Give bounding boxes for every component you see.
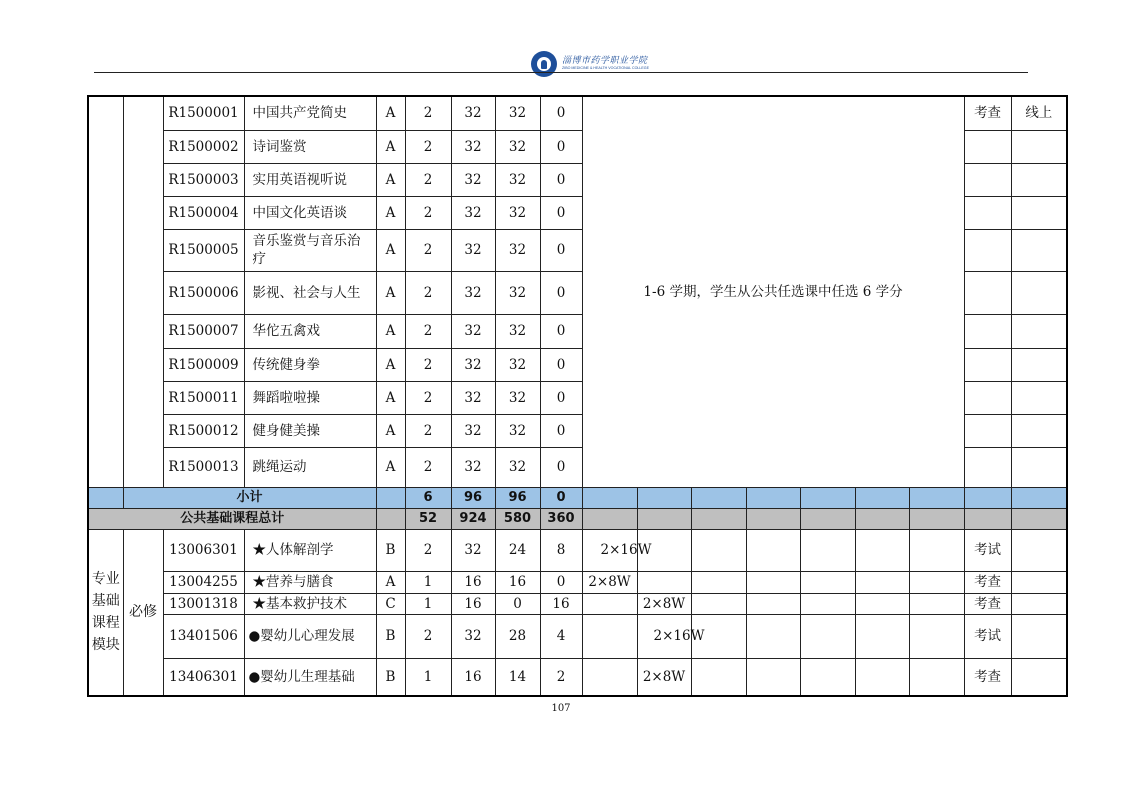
semester-3 <box>691 571 746 593</box>
course-practice: 0 <box>540 271 582 314</box>
elective-section <box>88 96 1067 487</box>
course-theory: 32 <box>495 381 540 414</box>
subtotal-row <box>88 487 1067 508</box>
semester-7 <box>909 593 964 614</box>
course-credit: 1 <box>405 658 451 696</box>
header-rule <box>94 72 1028 73</box>
course-name: 影视、社会与人生 <box>244 271 376 314</box>
course-mode: 线上 <box>1011 96 1067 130</box>
course-mode <box>1011 381 1067 414</box>
course-mode <box>1011 130 1067 163</box>
semester-5 <box>800 529 855 571</box>
curriculum-table <box>87 95 1068 697</box>
course-name: 中国共产党简史 <box>244 96 376 130</box>
course-practice: 8 <box>540 529 582 571</box>
course-theory: 14 <box>495 658 540 696</box>
course-practice: 0 <box>540 163 582 196</box>
course-theory: 0 <box>495 593 540 614</box>
empty-cell <box>582 487 637 508</box>
course-practice: 0 <box>540 130 582 163</box>
subtotal-hours: 96 <box>451 487 495 508</box>
course-mode <box>1011 529 1067 571</box>
course-credit: 2 <box>405 447 451 487</box>
semester-4 <box>746 658 800 696</box>
course-credit: 2 <box>405 381 451 414</box>
course-name: ●婴幼儿心理发展 <box>244 614 376 658</box>
course-assessment: 考试 <box>964 529 1011 571</box>
course-credit: 2 <box>405 614 451 658</box>
empty-cell <box>746 508 800 529</box>
total-credit: 52 <box>405 508 451 529</box>
course-assessment <box>964 130 1011 163</box>
course-theory: 32 <box>495 447 540 487</box>
course-hours: 16 <box>451 593 495 614</box>
course-hours: 32 <box>451 529 495 571</box>
semester-2 <box>637 571 691 593</box>
course-hours: 32 <box>451 314 495 348</box>
course-name: 音乐鉴赏与音乐治疗 <box>244 229 376 271</box>
course-practice: 0 <box>540 571 582 593</box>
semester-1 <box>582 614 637 658</box>
course-hours: 32 <box>451 130 495 163</box>
course-hours: 32 <box>451 414 495 447</box>
subtotal-label: 小计 <box>123 487 376 508</box>
course-mode <box>1011 196 1067 229</box>
empty-cell <box>691 487 746 508</box>
course-code: R1500011 <box>163 381 244 414</box>
semester-1: 2×16W <box>582 529 637 571</box>
course-code: R1500012 <box>163 414 244 447</box>
course-name: ●婴幼儿生理基础 <box>244 658 376 696</box>
course-code: R1500002 <box>163 130 244 163</box>
course-name: 健身健美操 <box>244 414 376 447</box>
course-theory: 32 <box>495 96 540 130</box>
course-credit: 2 <box>405 529 451 571</box>
empty-cell <box>855 487 909 508</box>
course-practice: 16 <box>540 593 582 614</box>
course-code: 13006301 <box>163 529 244 571</box>
category-label: 必修 <box>123 529 163 696</box>
semester-6 <box>855 571 909 593</box>
module-cell <box>88 96 123 487</box>
summary-section <box>88 487 1067 529</box>
course-type: B <box>376 614 405 658</box>
course-type: B <box>376 658 405 696</box>
semester-7 <box>909 529 964 571</box>
course-assessment: 考查 <box>964 658 1011 696</box>
course-hours: 32 <box>451 381 495 414</box>
empty-cell <box>582 508 637 529</box>
total-row <box>88 508 1067 529</box>
course-practice: 4 <box>540 614 582 658</box>
course-code: R1500005 <box>163 229 244 271</box>
empty-cell <box>1011 508 1067 529</box>
course-assessment: 考查 <box>964 593 1011 614</box>
course-hours: 32 <box>451 614 495 658</box>
course-theory: 32 <box>495 271 540 314</box>
course-type: A <box>376 271 405 314</box>
course-type: A <box>376 447 405 487</box>
empty-cell <box>637 508 691 529</box>
semester-3 <box>691 593 746 614</box>
course-type: A <box>376 348 405 381</box>
course-code: R1500006 <box>163 271 244 314</box>
semester-6 <box>855 529 909 571</box>
empty-cell <box>88 487 123 508</box>
course-credit: 2 <box>405 348 451 381</box>
empty-cell <box>909 487 964 508</box>
course-credit: 2 <box>405 314 451 348</box>
course-name: 华佗五禽戏 <box>244 314 376 348</box>
module-label: 专业基础课程模块 <box>88 529 123 696</box>
empty-cell <box>637 487 691 508</box>
course-hours: 32 <box>451 447 495 487</box>
course-practice: 2 <box>540 658 582 696</box>
course-practice: 0 <box>540 314 582 348</box>
course-assessment <box>964 414 1011 447</box>
subtotal-credit: 6 <box>405 487 451 508</box>
course-code: 13401506 <box>163 614 244 658</box>
empty-cell <box>746 487 800 508</box>
course-type: A <box>376 130 405 163</box>
course-name: ★人体解剖学 <box>244 529 376 571</box>
course-mode <box>1011 658 1067 696</box>
category-cell <box>123 96 163 487</box>
empty-cell <box>800 508 855 529</box>
course-practice: 0 <box>540 414 582 447</box>
course-type: A <box>376 571 405 593</box>
course-hours: 32 <box>451 163 495 196</box>
semester-4 <box>746 614 800 658</box>
course-assessment <box>964 348 1011 381</box>
course-mode <box>1011 593 1067 614</box>
semester-2: 2×8W <box>637 593 691 614</box>
course-theory: 32 <box>495 196 540 229</box>
course-credit: 2 <box>405 163 451 196</box>
course-hours: 32 <box>451 196 495 229</box>
course-type: A <box>376 196 405 229</box>
table-row <box>88 593 1067 614</box>
course-hours: 32 <box>451 271 495 314</box>
course-credit: 2 <box>405 196 451 229</box>
course-name: ★基本救护技术 <box>244 593 376 614</box>
course-theory: 16 <box>495 571 540 593</box>
course-mode <box>1011 614 1067 658</box>
empty-cell <box>800 487 855 508</box>
course-credit: 2 <box>405 414 451 447</box>
course-theory: 32 <box>495 229 540 271</box>
course-assessment: 考查 <box>964 571 1011 593</box>
course-theory: 32 <box>495 163 540 196</box>
table-row <box>88 529 1067 571</box>
course-code: R1500004 <box>163 196 244 229</box>
semester-1 <box>582 658 637 696</box>
course-code: 13004255 <box>163 571 244 593</box>
semester-3 <box>691 658 746 696</box>
logo-title: 淄博市药学职业学院 <box>562 56 648 66</box>
course-mode <box>1011 414 1067 447</box>
college-logo <box>531 51 661 79</box>
empty-cell <box>691 508 746 529</box>
course-code: 13001318 <box>163 593 244 614</box>
empty-cell <box>376 487 405 508</box>
semester-6 <box>855 614 909 658</box>
empty-cell <box>855 508 909 529</box>
semester-5 <box>800 571 855 593</box>
course-theory: 24 <box>495 529 540 571</box>
course-practice: 0 <box>540 96 582 130</box>
course-mode <box>1011 229 1067 271</box>
elective-note: 1-6 学期，学生从公共任选课中任选 6 学分 <box>582 96 964 487</box>
course-name: 实用英语视听说 <box>244 163 376 196</box>
course-mode <box>1011 447 1067 487</box>
semester-7 <box>909 571 964 593</box>
empty-cell <box>964 487 1011 508</box>
course-name: 舞蹈啦啦操 <box>244 381 376 414</box>
course-code: R1500009 <box>163 348 244 381</box>
course-type: A <box>376 96 405 130</box>
course-assessment <box>964 381 1011 414</box>
course-code: R1500013 <box>163 447 244 487</box>
course-practice: 0 <box>540 381 582 414</box>
course-theory: 32 <box>495 130 540 163</box>
course-type: A <box>376 414 405 447</box>
course-practice: 0 <box>540 348 582 381</box>
course-assessment <box>964 447 1011 487</box>
total-theory: 580 <box>495 508 540 529</box>
course-name: 诗词鉴赏 <box>244 130 376 163</box>
semester-5 <box>800 593 855 614</box>
semester-2: 2×16W <box>637 614 691 658</box>
subtotal-practice: 0 <box>540 487 582 508</box>
course-credit: 1 <box>405 593 451 614</box>
empty-cell <box>1011 487 1067 508</box>
course-type: B <box>376 529 405 571</box>
course-hours: 32 <box>451 348 495 381</box>
course-type: A <box>376 314 405 348</box>
course-assessment <box>964 163 1011 196</box>
course-name: 中国文化英语谈 <box>244 196 376 229</box>
course-code: R1500001 <box>163 96 244 130</box>
empty-cell <box>376 508 405 529</box>
semester-2: 2×8W <box>637 658 691 696</box>
course-type: A <box>376 381 405 414</box>
table-row <box>88 658 1067 696</box>
table-row <box>88 571 1067 593</box>
total-hours: 924 <box>451 508 495 529</box>
course-type: C <box>376 593 405 614</box>
page-number: 107 <box>551 703 571 714</box>
course-theory: 32 <box>495 314 540 348</box>
course-assessment <box>964 229 1011 271</box>
course-code: R1500007 <box>163 314 244 348</box>
course-credit: 1 <box>405 571 451 593</box>
course-practice: 0 <box>540 196 582 229</box>
course-theory: 32 <box>495 348 540 381</box>
empty-cell <box>909 508 964 529</box>
semester-4 <box>746 529 800 571</box>
semester-7 <box>909 614 964 658</box>
semester-6 <box>855 593 909 614</box>
semester-5 <box>800 614 855 658</box>
table-row <box>88 614 1067 658</box>
course-mode <box>1011 163 1067 196</box>
semester-4 <box>746 571 800 593</box>
course-practice: 0 <box>540 229 582 271</box>
course-theory: 32 <box>495 414 540 447</box>
course-assessment <box>964 271 1011 314</box>
course-assessment: 考试 <box>964 614 1011 658</box>
semester-4 <box>746 593 800 614</box>
course-credit: 2 <box>405 271 451 314</box>
semester-5 <box>800 658 855 696</box>
semester-7 <box>909 658 964 696</box>
course-hours: 16 <box>451 658 495 696</box>
course-credit: 2 <box>405 96 451 130</box>
semester-1: 2×8W <box>582 571 637 593</box>
course-type: A <box>376 229 405 271</box>
course-mode <box>1011 314 1067 348</box>
course-code: R1500003 <box>163 163 244 196</box>
course-name: ★营养与膳食 <box>244 571 376 593</box>
course-type: A <box>376 163 405 196</box>
semester-6 <box>855 658 909 696</box>
course-mode <box>1011 571 1067 593</box>
course-hours: 32 <box>451 229 495 271</box>
course-practice: 0 <box>540 447 582 487</box>
total-label: 公共基础课程总计 <box>88 508 376 529</box>
course-credit: 2 <box>405 130 451 163</box>
course-hours: 16 <box>451 571 495 593</box>
course-assessment <box>964 196 1011 229</box>
empty-cell <box>964 508 1011 529</box>
subtotal-theory: 96 <box>495 487 540 508</box>
course-assessment: 考查 <box>964 96 1011 130</box>
college-emblem-icon <box>531 51 557 77</box>
semester-1 <box>582 593 637 614</box>
total-practice: 360 <box>540 508 582 529</box>
course-hours: 32 <box>451 96 495 130</box>
course-credit: 2 <box>405 229 451 271</box>
course-name: 跳绳运动 <box>244 447 376 487</box>
logo-subtitle: ZIBO MEDICINE & HEALTH VOCATIONAL COLLEGE <box>562 66 649 70</box>
course-mode <box>1011 348 1067 381</box>
semester-3 <box>691 529 746 571</box>
course-theory: 28 <box>495 614 540 658</box>
course-mode <box>1011 271 1067 314</box>
table-row <box>88 96 1067 130</box>
course-name: 传统健身拳 <box>244 348 376 381</box>
module-section <box>88 529 1067 696</box>
course-code: 13406301 <box>163 658 244 696</box>
course-assessment <box>964 314 1011 348</box>
